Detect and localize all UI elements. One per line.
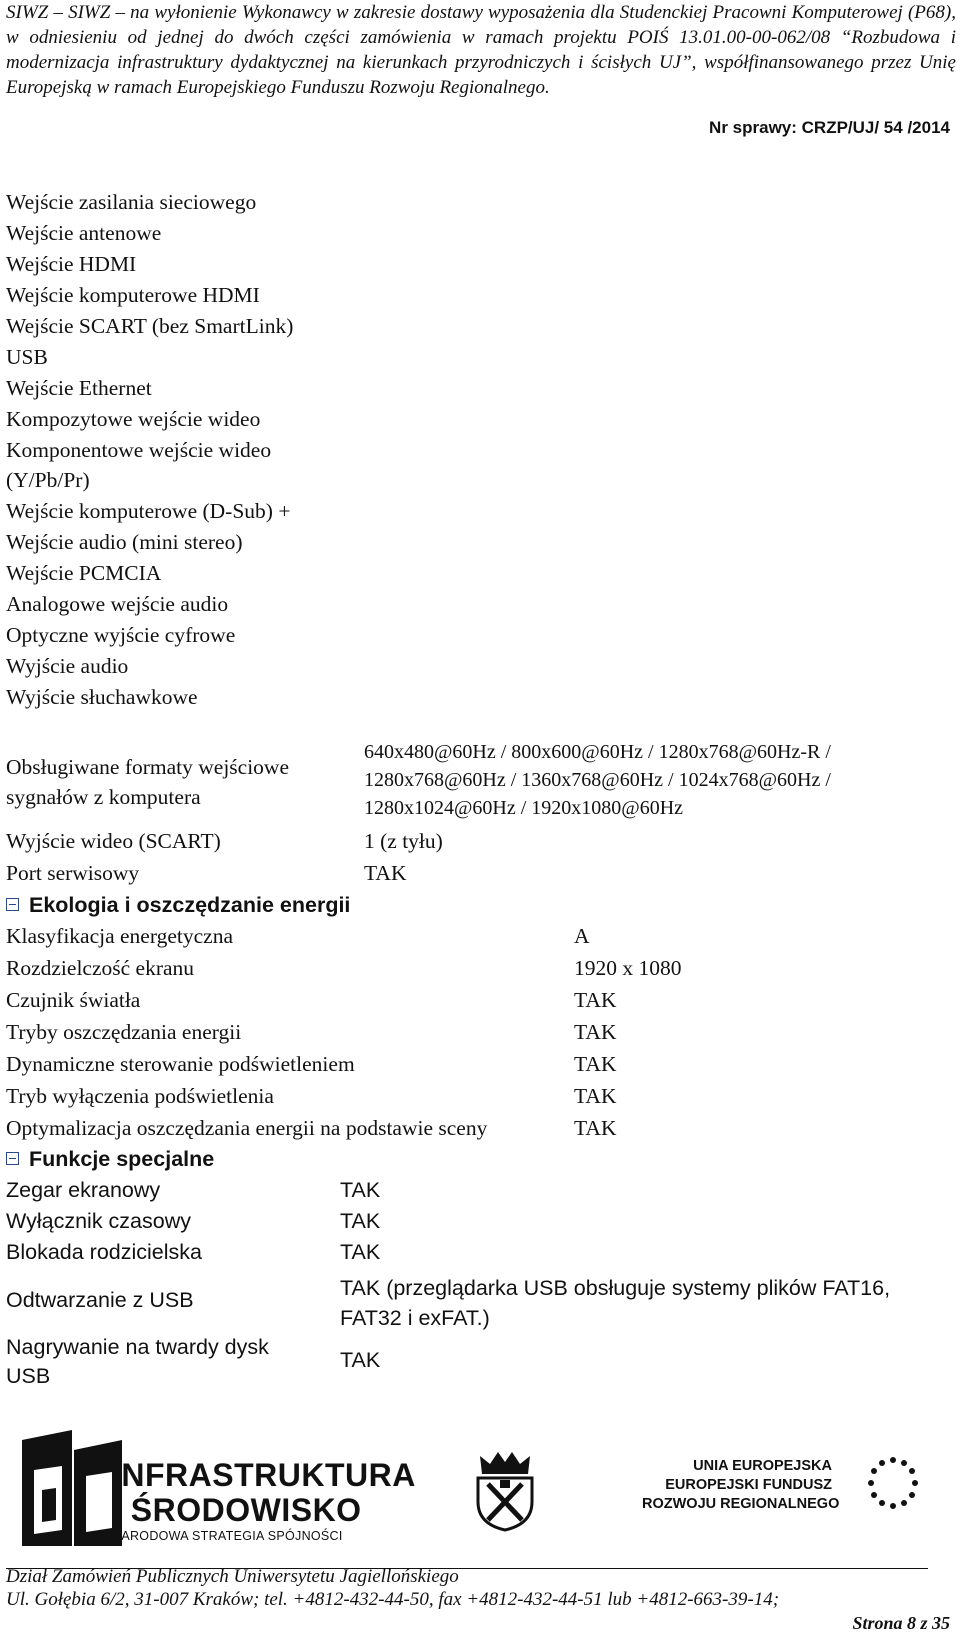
eco-row-label: Tryb wyłączenia podświetlenia — [6, 1084, 274, 1108]
resolutions-value-line: 640x480@60Hz / 800x600@60Hz / 1280x768@60Hz-R / — [364, 741, 831, 763]
list-item: Wejście Ethernet — [6, 376, 152, 400]
list-item: Wejście komputerowe (D-Sub) + — [6, 499, 291, 523]
special-row-value: TAK — [340, 1240, 381, 1264]
port-label: Port serwisowy — [6, 861, 140, 885]
special-row-value: TAK — [340, 1178, 381, 1202]
list-item: Optyczne wyjście cyfrowe — [6, 623, 236, 647]
resolutions-label-line: sygnałów z komputera — [6, 785, 201, 809]
port-label: Wyjście wideo (SCART) — [6, 829, 221, 853]
usb-playback-label: Odtwarzanie z USB — [6, 1288, 194, 1312]
usb-playback-value-line: TAK (przeglądarka USB obsługuje systemy plików FAT16, — [340, 1276, 891, 1300]
collapse-icon[interactable] — [6, 898, 19, 911]
document-header: SIWZ – SIWZ – na wyłonienie Wykonawcy w zakresie dostawy wyposażenia dla Studenckiej Pracowni Komputerowej (P68), w odniesieniu od jednej do dwóch części zamówienia w ramach projektu POIŚ 13.01.00-00-062/08 “Rozbudowa i modernizacja infrastruktury dydaktycznej na kierunkach przyrodniczych i ścisłych UJ”, współfinansowanego przez Unię Europejską w ramach Europejskiego Funduszu Rozwoju Regionalnego. — [6, 2, 956, 98]
list-item: Wejście komputerowe HDMI — [6, 283, 260, 307]
eco-row-value: 1920 x 1080 — [574, 956, 682, 980]
case-number: Nr sprawy: CRZP/UJ/ 54 /2014 — [709, 118, 950, 137]
eco-row-value: A — [574, 924, 590, 948]
infra-logo-line2: I ŚRODOWISKO — [112, 1492, 362, 1528]
eco-row-value: TAK — [574, 1052, 617, 1076]
footer-department: Dział Zamówień Publicznych Uniwersytetu Jagiellońskiego — [6, 1566, 459, 1587]
special-row-label: Zegar ekranowy — [6, 1178, 161, 1202]
resolutions-value-line: 1280x1024@60Hz / 1920x1080@60Hz — [364, 797, 684, 819]
eco-section-heading[interactable] — [6, 893, 350, 918]
list-item: Kompozytowe wejście wideo — [6, 407, 261, 431]
list-item: Wejście SCART (bez SmartLink) — [6, 314, 294, 338]
eco-row-label: Czujnik światła — [6, 988, 141, 1012]
eco-row-label: Rozdzielczość ekranu — [6, 956, 195, 980]
eco-row-value: TAK — [574, 1116, 617, 1140]
list-item: Komponentowe wejście wideo — [6, 438, 272, 462]
eco-row-value: TAK — [574, 1020, 617, 1044]
special-row-label: Wyłącznik czasowy — [6, 1209, 191, 1233]
usb-playback-value-line: FAT32 i exFAT.) — [340, 1306, 490, 1330]
eu-logo-line3: ROZWOJU REGIONALNEGO — [642, 1496, 840, 1512]
special-row-label: Blokada rodzicielska — [6, 1240, 202, 1264]
resolutions-label-line: Obsługiwane formaty wejściowe — [6, 755, 290, 779]
eco-row-label: Klasyfikacja energetyczna — [6, 924, 234, 948]
list-item: Analogowe wejście audio — [6, 592, 229, 616]
list-item: Wejście zasilania sieciowego — [6, 190, 257, 214]
usb-record-label — [6, 1333, 269, 1391]
resolutions-label — [6, 752, 289, 812]
collapse-icon[interactable] — [6, 1152, 19, 1165]
eco-row-label: Dynamiczne sterowanie podświetleniem — [6, 1052, 355, 1076]
special-row-value: TAK — [340, 1209, 381, 1233]
list-item: Wyjście słuchawkowe — [6, 685, 198, 709]
port-value: TAK — [364, 861, 407, 885]
eu-logo-line1: UNIA EUROPEJSKA — [693, 1458, 832, 1474]
special-heading-text: Funkcje specjalne — [29, 1147, 215, 1171]
university-crest-icon — [472, 1450, 538, 1532]
list-item: Wyjście audio — [6, 654, 129, 678]
list-item: Wejście antenowe — [6, 221, 162, 245]
list-item: Wejście PCMCIA — [6, 561, 162, 585]
eco-heading-text: Ekologia i oszczędzanie energii — [29, 893, 351, 917]
usb-record-label-line: USB — [6, 1364, 51, 1388]
eco-row-label: Optymalizacja oszczędzania energii na podstawie sceny — [6, 1116, 488, 1140]
special-section-heading[interactable] — [6, 1147, 214, 1172]
eu-logo-line2: EUROPEJSKI FUNDUSZ — [665, 1477, 832, 1493]
infra-logo-subtitle: NARODOWA STRATEGIA SPÓJNOŚCI — [112, 1529, 343, 1543]
page-number: Strona 8 z 35 — [852, 1613, 950, 1633]
eco-row-value: TAK — [574, 1084, 617, 1108]
footer-address: Ul. Gołębia 6/2, 31-007 Kraków; tel. +4812-432-44-50, fax +4812-432-44-51 lub +4812-663-39-14; — [6, 1589, 780, 1610]
logos-strip — [0, 1430, 960, 1550]
usb-record-label-line: Nagrywanie na twardy dysk — [6, 1335, 269, 1359]
resolutions-value-line: 1280x768@60Hz / 1360x768@60Hz / 1024x768@60Hz / — [364, 769, 831, 791]
eco-row-label: Tryby oszczędzania energii — [6, 1020, 242, 1044]
eco-row-value: TAK — [574, 988, 617, 1012]
list-item: USB — [6, 345, 48, 369]
eu-flag-icon — [846, 1448, 940, 1518]
usb-record-value: TAK — [340, 1348, 381, 1372]
list-item: Wejście HDMI — [6, 252, 137, 276]
resolutions-value — [364, 738, 831, 822]
list-item: Wejście audio (mini stereo) — [6, 530, 243, 554]
port-value: 1 (z tyłu) — [364, 829, 443, 853]
infra-logo-line1: INFRASTRUKTURA — [112, 1457, 416, 1493]
list-item: (Y/Pb/Pr) — [6, 468, 90, 492]
usb-playback-value — [340, 1273, 890, 1333]
